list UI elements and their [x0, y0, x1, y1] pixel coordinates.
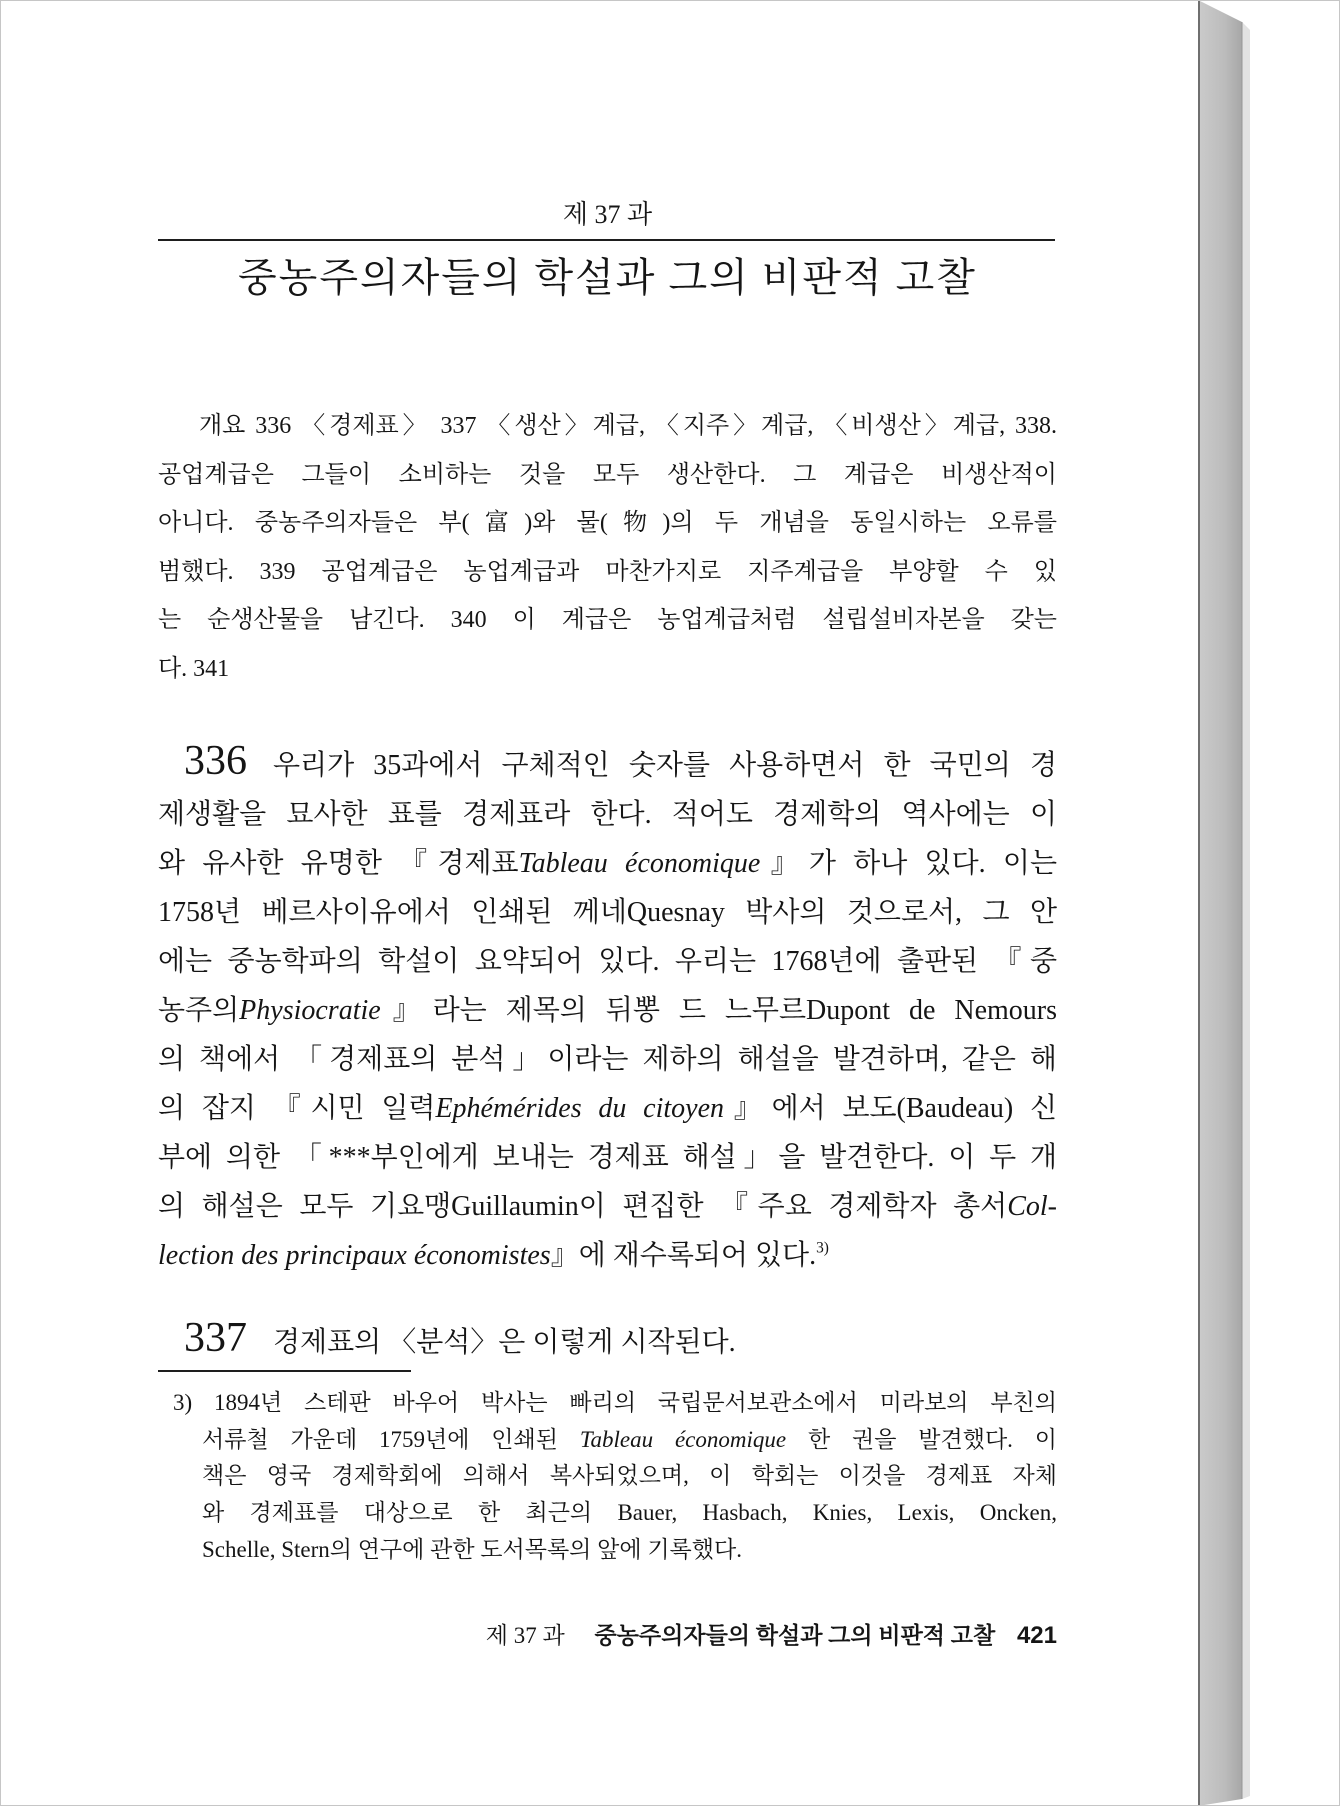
text-line: 제생활을 묘사한 표를 경제표라 한다. 적어도 경제학의 역사에는 이 — [158, 799, 1057, 830]
text-line: 의 해설은 모두 기요맹Guillaumin이 편집한 『주요 경제학자 총서Col- — [158, 1191, 1057, 1222]
text-line: 337 경제표의 〈분석〉은 이렇게 시작된다. — [184, 1315, 736, 1361]
italic-title: Tableau économique — [518, 848, 761, 879]
section-336-paragraph — [158, 740, 1057, 1280]
text-line: 의 책에서 「경제표의 분석」이라는 제하의 해설을 발견하며, 같은 해 — [158, 1044, 1057, 1075]
heading-rule — [158, 239, 1055, 241]
italic-title: Ephémérides du citoyen — [435, 1093, 725, 1124]
footnote-3 — [158, 1385, 1057, 1569]
footer-lesson: 제 37 과 — [485, 1623, 565, 1648]
section-337-paragraph — [158, 1317, 1057, 1367]
text-line: 농주의Physiocratie』라는 제목의 뒤뽕 드 느무르Dupont de Nemours — [158, 995, 1057, 1026]
section-number: 337 — [184, 1315, 247, 1361]
footnote-rule — [158, 1370, 411, 1372]
footnote-marker: 3) — [816, 1239, 829, 1257]
footer-title: 중농주의자들의 학설과 그의 비판적 고찰 — [594, 1623, 996, 1648]
text-line: 와 유사한 유명한 『경제표Tableau économique』가 하나 있다. 이는 — [158, 848, 1058, 879]
text-line: 부에 의한 「***부인에게 보내는 경제표 해설」을 발견한다. 이 두 개 — [158, 1142, 1057, 1173]
text-line: 1758년 베르사이유에서 인쇄된 께네Quesnay 박사의 것으로서, 그 안 — [158, 897, 1057, 928]
text-line: Schelle, Stern의 연구에 관한 도서목록의 앞에 기록했다. — [202, 1536, 742, 1562]
running-footer — [158, 1620, 1057, 1652]
text-line: 다. 341 — [158, 655, 230, 682]
chapter-title: 중농주의자들의 학설과 그의 비판적 고찰 — [238, 255, 977, 300]
text-line: 개요 336 〈경제표〉 337 〈생산〉계급, 〈지주〉계급, 〈비생산〉계급, 338. — [199, 413, 1057, 439]
italic-title: Physiocratie — [239, 995, 381, 1026]
text-line: 서류철 가운데 1759년에 인쇄된 Tableau économique 한 권을 발견했다. 이 — [202, 1426, 1058, 1452]
text-line: 범했다. 339 공업계급은 농업계급과 마찬가지로 지주계급을 부양할 수 있 — [158, 558, 1057, 585]
section-number: 336 — [184, 738, 247, 784]
text-line: 책은 영국 경제학회에 의해서 복사되었으며, 이 학회는 이것을 경제표 자체 — [202, 1463, 1057, 1489]
text-line: 에는 중농학파의 학설이 요약되어 있다. 우리는 1768년에 출판된 『중 — [158, 946, 1057, 977]
text-line: 공업계급은 그들이 소비하는 것을 모두 생산한다. 그 계급은 비생산적이 — [158, 461, 1057, 488]
text-line: 3) 1894년 스테판 바우어 박사는 빠리의 국립문서보관소에서 미라보의 부친의 — [173, 1390, 1057, 1415]
text-line: 아니다. 중농주의자들은 부(富)와 물(物)의 두 개념을 동일시하는 오류를 — [158, 510, 1057, 536]
book-page-edge — [1198, 0, 1268, 1806]
text-line: 의 잡지 『시민 일력Ephémérides du citoyen』에서 보도(Baudeau) 신 — [158, 1093, 1057, 1124]
text-line: 와 경제표를 대상으로 한 최근의 Bauer, Hasbach, Knies, Lexis, Oncken, — [202, 1500, 1057, 1526]
text-line: lection des principaux économistes』에 재수록되어 있다.$^{3)}$ — [158, 1239, 829, 1271]
text-line: 336 우리가 35과에서 구체적인 숫자를 사용하면서 한 국민의 경 — [184, 738, 1057, 784]
lesson-heading: 제 37 과 — [562, 200, 653, 229]
text-line: 는 순생산물을 남긴다. 340 이 계급은 농업계급처럼 설립설비자본을 갖는 — [158, 607, 1057, 633]
page-number: 421 — [1016, 1622, 1057, 1649]
italic-title: lection des principaux économistes — [158, 1240, 551, 1271]
italic-title: Col- — [1007, 1191, 1057, 1222]
italic-title: Tableau économique — [579, 1426, 787, 1452]
summary-paragraph — [158, 402, 1057, 693]
